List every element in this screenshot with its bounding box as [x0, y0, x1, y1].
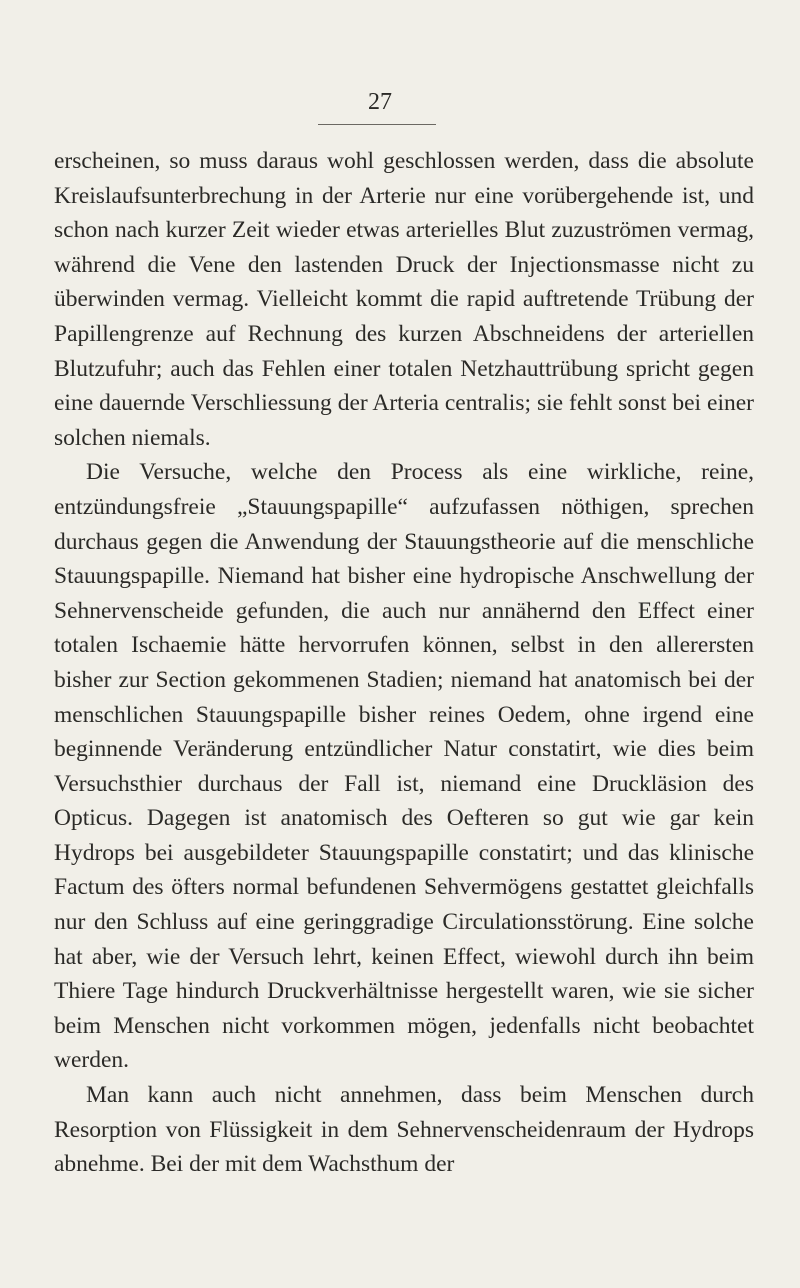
paragraph-resorption: Man kann auch nicht annehmen, dass beim Menschen durch Resorption von Flüssigkeit in dem Sehnervenscheidenraum der Hydrops abnehme. Bei der mit dem Wachsthum der: [54, 1082, 754, 1178]
paragraph-continuation: erscheinen, so muss daraus wohl geschlossen werden, dass die absolute Kreislaufsunterbrechung in der Arterie nur eine vorübergehende ist, und schon nach kurzer Zeit wieder etwas arterielles Blut zuzuströmen vermag, während die Vene den lastenden Druck der Injectionsmasse nicht zu überwinden vermag. Vielleicht kommt die rapid auftretende Trübung der Papillengrenze auf Rechnung des kurzen Abschneidens der arteriellen Blutzufuhr; auch das Fehlen einer totalen Netzhauttrübung spricht gegen eine dauernde Verschliessung der Arteria centralis; sie fehlt sonst bei einer solchen niemals.: [54, 148, 754, 451]
body-text: [54, 144, 754, 1182]
paragraph-experiments: Die Versuche, welche den Process als eine wirkliche, reine, entzündungsfreie „Stauungspapille“ aufzufassen nöthigen, sprechen durchaus gegen die Anwendung der Stauungstheorie auf die menschliche Stauungspapille. Niemand hat bisher eine hydropische Anschwellung der Sehnervenscheide gefunden, die auch nur annähernd den Effect einer totalen Ischaemie hätte hervorrufen können, selbst in den allerersten bisher zur Section gekommenen Stadien; niemand hat anatomisch bei der menschlichen Stauungspapille bisher reines Oedem, ohne irgend eine beginnende Veränderung entzündlicher Natur constatirt, wie dies beim Versuchsthier durchaus der Fall ist, niemand eine Druckläsion des Opticus. Dagegen ist anatomisch des Oefteren so gut wie gar kein Hydrops bei ausgebildeter Stauungspapille constatirt; und das klinische Factum des öfters normal befundenen Sehvermögens gestattet gleichfalls nur den Schluss auf eine geringgradige Circulationsstörung. Eine solche hat aber, wie der Versuch lehrt, keinen Effect, wiewohl durch ihn beim Thiere Tage hindurch Druckverhältnisse hergestellt waren, wie sie sicher beim Menschen nicht vorkommen mögen, jedenfalls nicht beobachtet werden.: [54, 459, 754, 1074]
header-rule: [318, 124, 436, 125]
page-number: 27: [368, 89, 392, 115]
